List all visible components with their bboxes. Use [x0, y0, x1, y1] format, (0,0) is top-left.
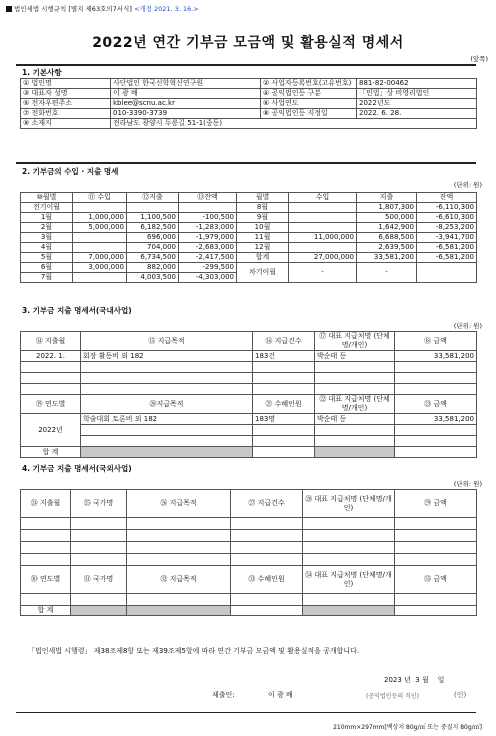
- table-header-cell: ⑲ 연도별: [21, 395, 81, 414]
- section-divider: [16, 162, 476, 164]
- submission-date: [384, 675, 444, 685]
- table-cell: 지출: [357, 193, 417, 203]
- table-cell: 5,000,000: [73, 223, 127, 233]
- table-cell: -2,683,000: [179, 243, 237, 253]
- table-cell: ⑦ 전화번호: [21, 109, 111, 119]
- table-cell: 합 계: [21, 606, 71, 616]
- table-header-cell: ⑯ 지급건수: [253, 332, 315, 351]
- table-cell: 2022년도: [357, 99, 477, 109]
- table-cell: 7,000,000: [73, 253, 127, 263]
- table-cell: [73, 243, 127, 253]
- table-cell: 8월: [237, 203, 289, 213]
- table-cell: 696,000: [127, 233, 179, 243]
- disclosure-statement: 「법인세법 시행령」 제38조제8항 또는 제39조제5항에 따라 연간 기부금 모금액 및 활용실적을 공개합니다.: [28, 647, 360, 655]
- table-row: [21, 243, 477, 253]
- table-cell: 704,000: [127, 243, 179, 253]
- table-cell: -4,303,000: [179, 273, 237, 283]
- section4-unit: (단위: 원): [453, 480, 482, 488]
- basic-info-table: [20, 78, 477, 129]
- table-cell: [127, 203, 179, 213]
- table-cell: 27,000,000: [289, 253, 357, 263]
- table-cell: ⑪ 수입: [73, 193, 127, 203]
- table-row: [21, 395, 477, 414]
- table-cell: 6월: [21, 263, 73, 273]
- submitter-note: (공익법인등의 직인): [366, 693, 419, 700]
- table-cell: 수입: [289, 193, 357, 203]
- table-row: [21, 119, 477, 129]
- table-header-cell: ㉟ 금액: [395, 566, 477, 594]
- table-cell: 6,688,500: [357, 233, 417, 243]
- table-row: [21, 79, 477, 89]
- table-row: [21, 542, 477, 554]
- table-cell: 183명: [253, 414, 315, 425]
- table-header-cell: ㉖ 지급목적: [127, 490, 231, 518]
- table-cell: 2022. 6. 28.: [357, 109, 477, 119]
- date-day-unit: 일: [437, 676, 445, 684]
- table-cell: -8,253,200: [417, 223, 477, 233]
- table-row: [21, 89, 477, 99]
- table-cell: 2월: [21, 223, 73, 233]
- revision-note: <개정 2021. 3. 16.>: [133, 5, 199, 13]
- table-cell: -3,941,700: [417, 233, 477, 243]
- table-header-cell: ㉗ 지급건수: [231, 490, 303, 518]
- table-cell: 차기이월: [237, 263, 289, 283]
- table-cell: 이 광 배: [111, 89, 261, 99]
- table-row: [21, 447, 477, 458]
- table-header-cell: ㉔ 지출월: [21, 490, 71, 518]
- table-cell: kblee@scnu.ac.kr: [111, 99, 261, 109]
- table-row: [21, 373, 477, 384]
- table-cell: -: [289, 263, 357, 283]
- section2-title: 2. 기부금의 수입 · 지출 명세: [22, 167, 119, 176]
- table-cell: 학술대회 토론비 외 182: [81, 414, 253, 425]
- table-cell: 회장 활동비 외 182: [81, 351, 253, 362]
- table-cell: 1,807,300: [357, 203, 417, 213]
- table-row: [21, 425, 477, 436]
- table-cell: [73, 203, 127, 213]
- table-cell: [179, 203, 237, 213]
- table-header-cell: ㉓ 금액: [395, 395, 477, 414]
- law-reference: 법인세법 시행규칙 [별지 제63호의7서식]: [14, 5, 132, 13]
- table-cell: ① 법인명: [21, 79, 111, 89]
- seal-mark: (인): [454, 691, 467, 699]
- footer-divider: [16, 712, 476, 713]
- table-cell: 사단법인 한국신학혁신연구원: [111, 79, 261, 89]
- table-cell: ⑫지출: [127, 193, 179, 203]
- section3-unit: (단위: 원): [453, 322, 482, 330]
- table-cell: 1,642,900: [357, 223, 417, 233]
- table-cell: 33,581,200: [395, 414, 477, 425]
- table-cell: -1,283,000: [179, 223, 237, 233]
- table-cell: 1월: [21, 213, 73, 223]
- table-cell: 2022년: [21, 414, 81, 447]
- table-cell: 9월: [237, 213, 289, 223]
- table-cell: 2022. 1.: [21, 351, 81, 362]
- paper-spec: 210mm×297mm[백상지 80g/㎡ 또는 중질지 80g/㎡]: [333, 724, 482, 731]
- table-header-cell: ㉝ 수혜인원: [231, 566, 303, 594]
- date-month-unit: 월: [421, 676, 429, 684]
- table-cell: [289, 203, 357, 213]
- table-row: [21, 518, 477, 530]
- table-cell: 3월: [21, 233, 73, 243]
- table-row: [21, 490, 477, 518]
- square-bullet-icon: [6, 6, 12, 12]
- front-side-label: (앞쪽): [470, 55, 488, 63]
- table-cell: 합 계: [21, 447, 81, 458]
- table-cell: 4월: [21, 243, 73, 253]
- table-cell: 전라남도 광양시 두릉길 51-1(중동): [111, 119, 477, 129]
- table-header-cell: ㉛ 국가명: [71, 566, 127, 594]
- table-cell: -100,500: [179, 213, 237, 223]
- table-row: [21, 606, 477, 616]
- table-cell: 5월: [21, 253, 73, 263]
- section4-title: 4. 기부금 지출 명세서(국외사업): [22, 464, 132, 473]
- table-header-cell: ⑳지급목적: [81, 395, 253, 414]
- table-cell: ⑨ 소재지: [21, 119, 111, 129]
- table-header-cell: ㉞ 대표 지급처명 (단체명/개인): [303, 566, 395, 594]
- table-cell: ⑩월별: [21, 193, 73, 203]
- table-row: [21, 351, 477, 362]
- submitter-name: 이 광 배: [268, 691, 293, 699]
- table-row: [21, 193, 477, 203]
- table-row: [21, 436, 477, 447]
- table-cell: 합계: [237, 253, 289, 263]
- table-cell: 잔액: [417, 193, 477, 203]
- table-row: [21, 203, 477, 213]
- table-cell: [417, 263, 477, 283]
- table-cell: 11,000,000: [289, 233, 357, 243]
- table-cell: [73, 233, 127, 243]
- section-divider: [16, 64, 476, 66]
- table-row: [21, 233, 477, 243]
- table-header-cell: ㉜ 지급목적: [127, 566, 231, 594]
- form-header: [6, 4, 199, 13]
- page-title: 2022년 연간 기부금 모금액 및 활용실적 명세서: [92, 35, 404, 51]
- table-cell: 1,000,000: [73, 213, 127, 223]
- table-cell: 010-3390-3739: [111, 109, 261, 119]
- table-row: [21, 384, 477, 395]
- table-cell: ③ 대표자 성명: [21, 89, 111, 99]
- table-cell: 2,639,500: [357, 243, 417, 253]
- table-cell: -6,581,200: [417, 253, 477, 263]
- section1-title: 1. 기본사항: [22, 68, 62, 77]
- date-month: 3: [415, 676, 420, 684]
- table-cell: [289, 223, 357, 233]
- table-cell: 882,000: [127, 263, 179, 273]
- table-header-cell: ㉚ 연도별: [21, 566, 71, 594]
- table-header-cell: ㉒ 대표 지급처명 (단체명/개인): [315, 395, 395, 414]
- table-row: [21, 99, 477, 109]
- table-header-cell: ⑮ 지급목적: [81, 332, 253, 351]
- table-cell: 33,581,200: [395, 351, 477, 362]
- table-cell: 7월: [21, 273, 73, 283]
- table-cell: ② 사업자등록번호(고유번호): [261, 79, 357, 89]
- table-row: [21, 223, 477, 233]
- date-year-unit: 년: [404, 676, 411, 684]
- table-cell: 183건: [253, 351, 315, 362]
- table-cell: -1,979,000: [179, 233, 237, 243]
- table-cell: ⑥ 사업연도: [261, 99, 357, 109]
- table-cell: 881-82-00462: [357, 79, 477, 89]
- table-cell: 3,000,000: [73, 263, 127, 273]
- section3-title: 3. 기부금 지출 명세서(국내사업): [22, 306, 132, 315]
- table-row: [21, 332, 477, 351]
- table-cell: -6,610,300: [417, 213, 477, 223]
- table-cell: -6,581,200: [417, 243, 477, 253]
- table-cell: 전기이월: [21, 203, 73, 213]
- table-row: [21, 362, 477, 373]
- table-header-cell: ⑭ 지출월: [21, 332, 81, 351]
- section2-unit: (단위: 원): [453, 181, 482, 189]
- table-row: [21, 109, 477, 119]
- submitter-label: 제출인:: [212, 691, 235, 699]
- table-cell: -6,110,300: [417, 203, 477, 213]
- table-cell: 4,003,500: [127, 273, 179, 283]
- table-cell: 500,000: [357, 213, 417, 223]
- table-cell: 10월: [237, 223, 289, 233]
- table-header-cell: ⑰ 대표 지급처명 (단체명/개인): [315, 332, 395, 351]
- table-cell: 6,182,500: [127, 223, 179, 233]
- table-header-cell: ⑱ 금액: [395, 332, 477, 351]
- table-header-cell: ㉘ 대표 지급처명 (단체명/개인): [303, 490, 395, 518]
- table-cell: ④ 공익법인등 구분: [261, 89, 357, 99]
- date-year: 2023: [384, 676, 402, 684]
- table-row: [21, 594, 477, 606]
- table-cell: -299,500: [179, 263, 237, 273]
- table-cell: [73, 273, 127, 283]
- domestic-expense-table: [20, 331, 477, 458]
- table-row: [21, 414, 477, 425]
- table-row: [21, 566, 477, 594]
- table-cell: ⑧ 공익법인등 지정일: [261, 109, 357, 119]
- overseas-expense-table: [20, 489, 477, 616]
- table-cell: 33,581,200: [357, 253, 417, 263]
- table-cell: 「민법」상 비영리법인: [357, 89, 477, 99]
- table-row: [21, 554, 477, 566]
- table-row: [21, 213, 477, 223]
- table-cell: [289, 213, 357, 223]
- table-cell: ⑬잔액: [179, 193, 237, 203]
- table-cell: 월별: [237, 193, 289, 203]
- table-cell: -: [357, 263, 417, 283]
- table-cell: [289, 243, 357, 253]
- income-expense-table: [20, 192, 477, 283]
- table-row: [21, 530, 477, 542]
- table-cell: 12월: [237, 243, 289, 253]
- table-row: [21, 263, 477, 273]
- table-cell: 6,734,500: [127, 253, 179, 263]
- table-header-cell: ㉑ 수혜인원: [253, 395, 315, 414]
- table-header-cell: ㉙ 금액: [395, 490, 477, 518]
- table-cell: 박순태 등: [315, 414, 395, 425]
- table-cell: ⑤ 전자우편주소: [21, 99, 111, 109]
- table-row: [21, 253, 477, 263]
- table-cell: -2,417,500: [179, 253, 237, 263]
- table-header-cell: ㉕ 국가명: [71, 490, 127, 518]
- table-cell: 1,100,500: [127, 213, 179, 223]
- table-cell: 11월: [237, 233, 289, 243]
- table-cell: 박순태 등: [315, 351, 395, 362]
